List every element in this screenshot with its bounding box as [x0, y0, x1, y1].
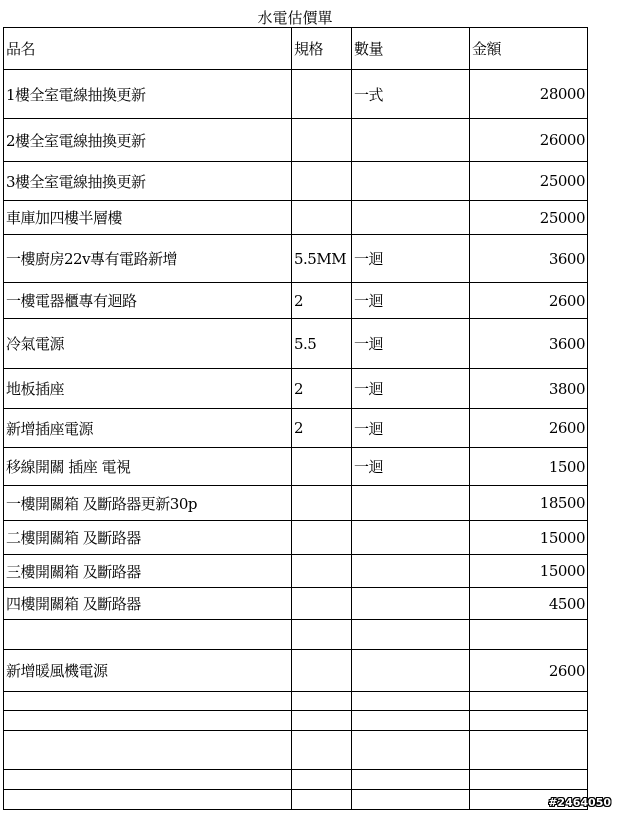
cell-spec: [292, 711, 352, 731]
cell-amount: 15000: [470, 521, 588, 555]
cell-quantity: [352, 119, 470, 162]
cell-item-name: 冷氣電源: [4, 319, 292, 369]
cell-item-name: [4, 711, 292, 731]
cell-quantity: [352, 620, 470, 650]
cell-item-name: 車庫加四樓半層樓: [4, 201, 292, 235]
quote-table: [3, 27, 588, 810]
table-row: [4, 319, 588, 369]
cell-item-name: 二樓開關箱 及斷路器: [4, 521, 292, 555]
cell-spec: [292, 650, 352, 692]
cell-amount: [470, 620, 588, 650]
table-row: [4, 711, 588, 731]
cell-item-name: 地板插座: [4, 369, 292, 409]
table-row: [4, 731, 588, 770]
cell-quantity: 一迴: [352, 235, 470, 283]
cell-amount: [470, 770, 588, 790]
cell-amount: 2600: [470, 283, 588, 319]
cell-item-name: 三樓開關箱 及斷路器: [4, 555, 292, 588]
cell-quantity: [352, 790, 470, 810]
table-row: [4, 283, 588, 319]
table-row: [4, 486, 588, 521]
table-row: [4, 770, 588, 790]
cell-item-name: 新增插座電源: [4, 409, 292, 448]
cell-item-name: [4, 790, 292, 810]
table-row: [4, 70, 588, 119]
cell-quantity: 一式: [352, 70, 470, 119]
cell-quantity: [352, 731, 470, 770]
table-row: [4, 409, 588, 448]
cell-item-name: [4, 692, 292, 711]
image-stamp: #2464050: [548, 796, 611, 809]
cell-item-name: 一樓開關箱 及斷路器更新30p: [4, 486, 292, 521]
cell-quantity: 一迴: [352, 448, 470, 486]
table-row: [4, 448, 588, 486]
cell-item-name: 3樓全室電線抽換更新: [4, 162, 292, 201]
cell-spec: 2: [292, 409, 352, 448]
cell-spec: 5.5: [292, 319, 352, 369]
cell-quantity: [352, 201, 470, 235]
cell-spec: [292, 692, 352, 711]
cell-item-name: 1樓全室電線抽換更新: [4, 70, 292, 119]
cell-quantity: 一迴: [352, 409, 470, 448]
table-row: [4, 521, 588, 555]
cell-item-name: 一樓電器櫃專有迴路: [4, 283, 292, 319]
cell-amount: [470, 692, 588, 711]
cell-quantity: 一迴: [352, 369, 470, 409]
cell-item-name: 移線開關 插座 電視: [4, 448, 292, 486]
cell-spec: [292, 790, 352, 810]
cell-quantity: [352, 650, 470, 692]
table-row: [4, 620, 588, 650]
table-row: [4, 235, 588, 283]
cell-amount: [470, 731, 588, 770]
cell-quantity: [352, 521, 470, 555]
table-row: [4, 555, 588, 588]
header-quantity: 數量: [352, 28, 470, 70]
cell-quantity: [352, 770, 470, 790]
cell-item-name: 2樓全室電線抽換更新: [4, 119, 292, 162]
cell-spec: [292, 448, 352, 486]
quote-title: 水電估價單: [257, 9, 333, 27]
table-row: [4, 650, 588, 692]
cell-item-name: [4, 731, 292, 770]
cell-spec: 5.5MM: [292, 235, 352, 283]
cell-spec: [292, 770, 352, 790]
header-amount: 金額: [470, 28, 588, 70]
cell-spec: [292, 555, 352, 588]
table-row: [4, 588, 588, 620]
cell-amount: 26000: [470, 119, 588, 162]
cell-quantity: 一迴: [352, 283, 470, 319]
cell-spec: [292, 201, 352, 235]
cell-amount: 3600: [470, 319, 588, 369]
cell-spec: [292, 119, 352, 162]
cell-item-name: 四樓開關箱 及斷路器: [4, 588, 292, 620]
table-row: [4, 790, 588, 810]
cell-spec: [292, 588, 352, 620]
cell-amount: [470, 711, 588, 731]
cell-amount: 15000: [470, 555, 588, 588]
cell-item-name: [4, 620, 292, 650]
cell-spec: [292, 486, 352, 521]
table-row: [4, 369, 588, 409]
header-item-name: 品名: [4, 28, 292, 70]
cell-quantity: 一迴: [352, 319, 470, 369]
cell-amount: 2600: [470, 650, 588, 692]
cell-quantity: [352, 486, 470, 521]
cell-amount: 3800: [470, 369, 588, 409]
cell-amount: 4500: [470, 588, 588, 620]
cell-spec: [292, 521, 352, 555]
header-row: [4, 28, 588, 70]
cell-spec: 2: [292, 283, 352, 319]
cell-amount: 25000: [470, 201, 588, 235]
cell-amount: 25000: [470, 162, 588, 201]
table-row: [4, 119, 588, 162]
cell-spec: [292, 731, 352, 770]
cell-quantity: [352, 692, 470, 711]
cell-spec: 2: [292, 369, 352, 409]
cell-spec: [292, 620, 352, 650]
table-row: [4, 692, 588, 711]
cell-amount: 28000: [470, 70, 588, 119]
cell-item-name: 新增暖風機電源: [4, 650, 292, 692]
cell-amount: 1500: [470, 448, 588, 486]
table-row: [4, 162, 588, 201]
cell-item-name: 一樓廚房22v專有電路新增: [4, 235, 292, 283]
cell-amount: 3600: [470, 235, 588, 283]
cell-item-name: [4, 770, 292, 790]
cell-amount: 2600: [470, 409, 588, 448]
cell-quantity: [352, 588, 470, 620]
cell-spec: [292, 70, 352, 119]
table-row: [4, 201, 588, 235]
header-spec: 規格: [292, 28, 352, 70]
cell-quantity: [352, 711, 470, 731]
cell-amount: 18500: [470, 486, 588, 521]
cell-spec: [292, 162, 352, 201]
cell-quantity: [352, 162, 470, 201]
cell-quantity: [352, 555, 470, 588]
